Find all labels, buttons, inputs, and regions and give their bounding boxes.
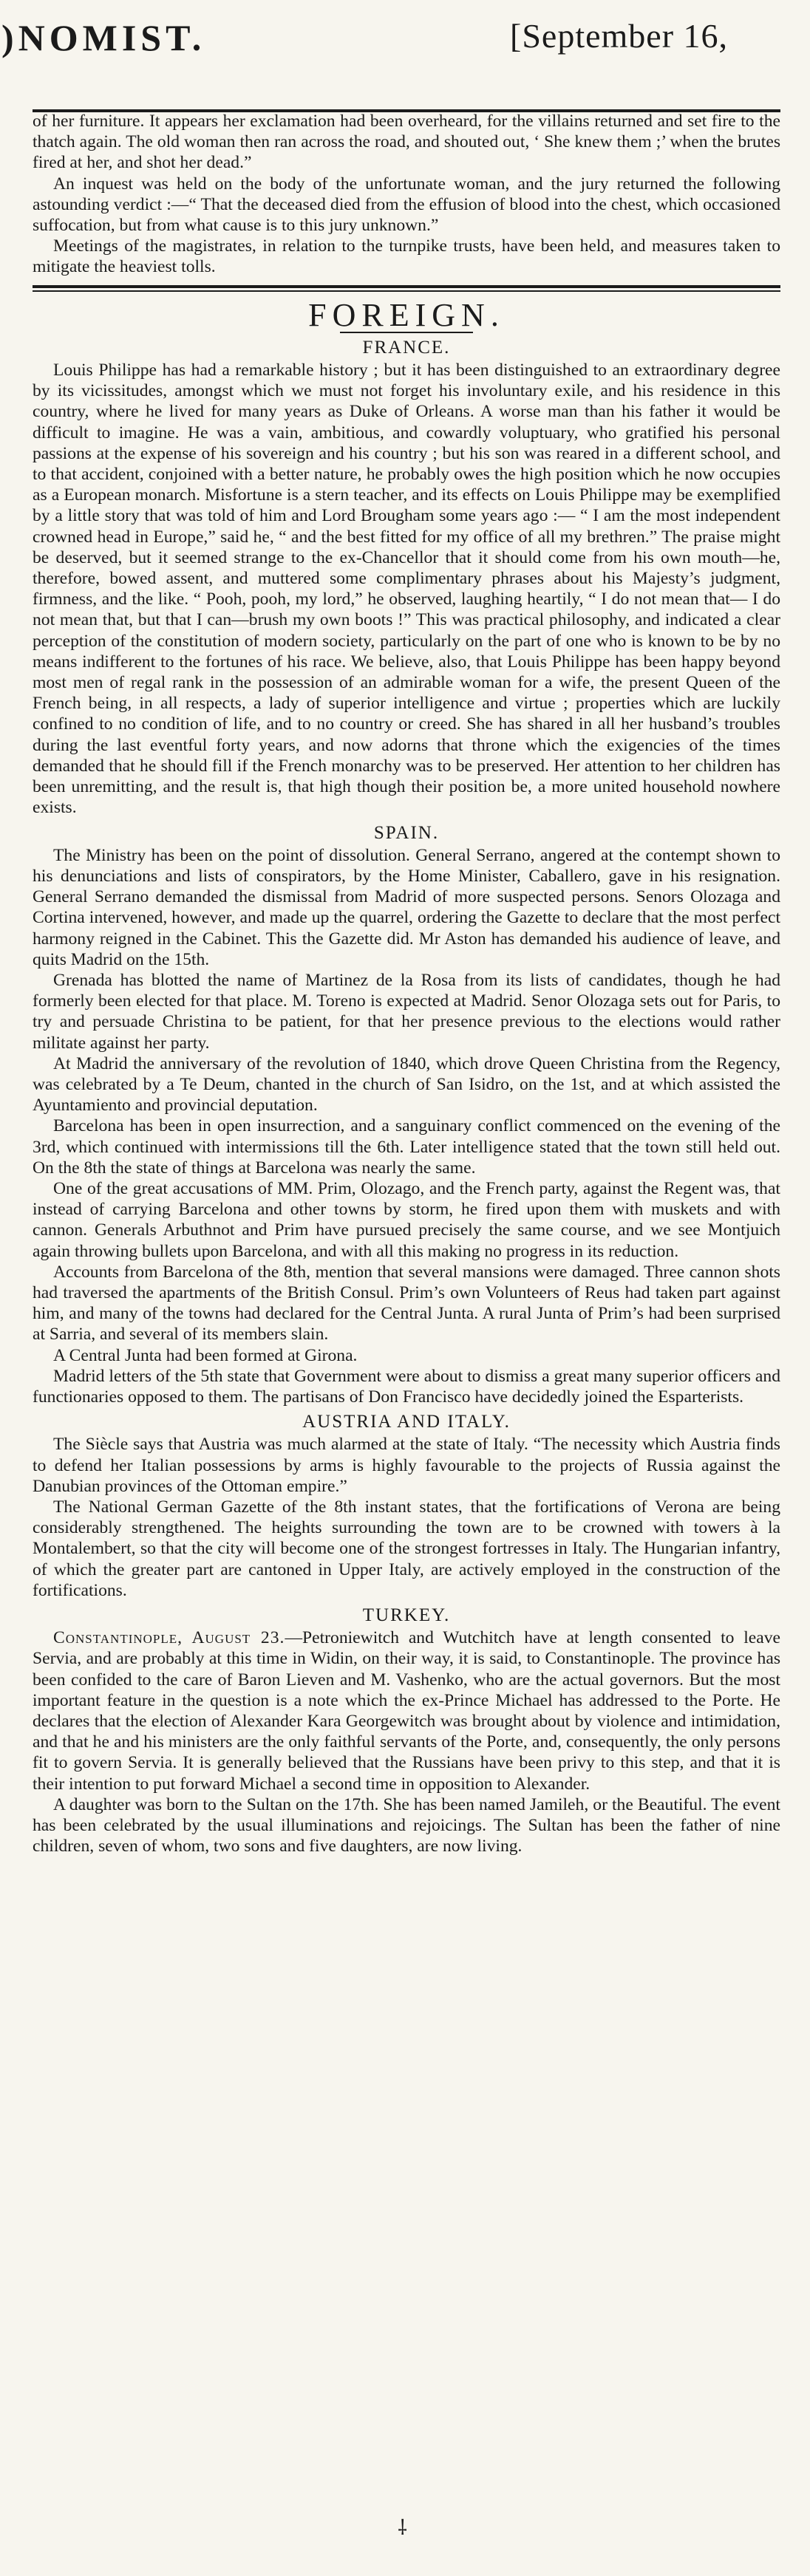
heading-turkey: TURKEY. (362, 1605, 451, 1626)
austria-paragraph: The National German Gazette of the 8th instant states, that the fortifications of Verona are being considerably strengthened. The heights surrounding the town are to be crowned with towers à la Montalembert, so that the city will become one of the strongest fortresses in Italy. The Hungarian infantry, of which the greater part are cantoned in Upper Italy, are actively employed in the construction of the fortifications. (33, 1497, 780, 1600)
intro-paragraph: Meetings of the magistrates, in relation to the turnpike trusts, have been held, and measures taken to mitigate the heaviest tolls. (33, 236, 780, 277)
heading-spain: SPAIN. (373, 822, 440, 843)
page-header (0, 0, 810, 68)
section-title-foreign: FOREIGN. (308, 296, 505, 333)
spain-paragraph: Madrid letters of the 5th state that Government were about to dismiss a great many superior officers and functionaries opposed to them. The partisans of Don Francisco have decidedly joined the Esparterists. (33, 1366, 780, 1407)
section-rule-double (33, 290, 780, 292)
turkey-paragraph: A daughter was born to the Sultan on the 17th. She has been named Jamileh, or the Beautiful. The event has been celebrated by the usual illuminations and rejoicings. The Sultan has been the father of nine children, seven of whom, two sons and five daughters, are now living. (33, 1794, 780, 1856)
issue-date: [September 16, (510, 17, 729, 55)
spain-paragraph: Accounts from Barcelona of the 8th, mention that several mansions were damaged. Three cannon shots had traversed the apartments of the British Consul. Prim’s own Volunteers of Reus had taken part against him, and many of the towns had declared for the Central Junta. A rural Junta of Prim’s had been surprised at Sarria, and several of its members slain. (33, 1262, 780, 1345)
turkey-dateline: Constantinople, August 23. (53, 1628, 285, 1648)
intro-paragraph: An inquest was held on the body of the unfortunate woman, and the jury returned the following astounding verdict :—“ That the deceased died from the effusion of blood into the chest, which occasioned suffocation, but from what cause is to this jury unknown.” (33, 174, 780, 236)
spain-paragraph: A Central Junta had been formed at Girona. (53, 1345, 358, 1365)
turkey-paragraph-body: —Petroniewitch and Wutchitch have at length consented to leave Servia, and are probably at this time in Widin, on their way, it is said, to Constantinople. The province has been confided to the care of Baron Lieven and M. Vashenko, who are the actual governors. But the most important feature in the question is a note which the ex-Prince Michael has addressed to the Porte. He declares that the election of Alexander Kara Georgewitch was brought about by violence and intimidation, and that he and his ministers are the only faithful servants of the Porte, and, consequently, the only persons fit to govern Servia. It is generally believed that the Russians have been privy to this step, and that it is their intention to put forward Michael a second time in opposition to Alexander. (33, 1628, 780, 1794)
austria-paragraph: The Siècle says that Austria was much alarmed at the state of Italy. “The necessity which Austria finds to defend her Italian possessions by arms is highly favourable to the projects of Russia against the Danubian provinces of the Ottoman empire.” (33, 1435, 780, 1496)
intro-paragraph: of her furniture. It appears her exclamation had been overheard, for the villains returned and set fire to the thatch again. The old woman then ran across the road, and shouted out, ‘ She knew them ;’ when the brutes fired at her, and shot her dead.” (33, 112, 780, 173)
text-column (33, 111, 780, 1856)
spain-paragraph: Grenada has blotted the name of Martinez de la Rosa from its lists of candidates, though he had formerly been elected for that place. M. Toreno is expected at Madrid. Senor Olozaga sets out for Paris, to try and persuade Christina to be patient, for that her presence previous to the elections would rather militate against her party. (33, 970, 780, 1053)
spain-paragraph: At Madrid the anniversary of the revolution of 1840, which drove Queen Christina from the Regency, was celebrated by a Te Deum, chanted in the church of San Isidro, on the 1st, and at which assisted the Ayuntamiento and provincial deputation. (33, 1053, 780, 1116)
spain-paragraph: One of the great accusations of MM. Prim, Olozago, and the French party, against the Regent was, that instead of carrying Barcelona and other towns by storm, he fired upon them with muskets and with cannon. Generals Arbuthnot and Prim have pursued precisely the same course, and we see Montjuich again throwing bullets upon Barcelona, and with all this making no progress in its reduction. (33, 1178, 780, 1261)
turkey-paragraph-1 (33, 1627, 780, 1794)
footer-mark: ⸸ (398, 2517, 408, 2540)
spain-paragraph: The Ministry has been on the point of dissolution. General Serrano, angered at the contempt shown to his denunciations and lists of conspirators, by the Home Minister, Caballero, gave in his resignation. General Serrano demanded the dismissal from Madrid of more suspected persons. Senors Olozaga and Cortina intervened, however, and made up the quarrel, ordering the Gazette to declare that the most perfect harmony reigned in the Cabinet. This the Gazette did. Mr Aston has demanded his audience of leave, and quits Madrid on the 15th. (33, 845, 780, 969)
masthead-title: )NOMIST. (1, 17, 206, 58)
france-paragraph: Louis Philippe has had a remarkable history ; but it has been distinguished to an extraordinary degree by its vicissitudes, amongst which we must not forget his involuntary exile, and his residence in this country, where he lived for many years as Duke of Orleans. A worse man than his father it would be difficult to imagine. He was a vain, ambitious, and cowardly voluptuary, who gratified his personal passions at the expense of his sovereign and his country ; but his son was reared in a different school, and to that accident, conjoined with a better nature, he probably owes the high position which he now occupies as a European monarch. Misfortune is a stern teacher, and its effects on Louis Philippe may be exemplified by a little story that was told of him and Lord Brougham some years ago :— “ I am the most independent crowned head in Europe,” said he, “ and the best fitted for my office of all my brethren.” The praise might be deserved, but it seemed strange to the ex-Chancellor that it should come from his own mouth—he, therefore, bowed assent, and muttered some complimentary phrases about his Majesty’s judgment, firmness, and the like. “ Pooh, pooh, my lord,” he observed, laughing heartily, “ I do not mean that— I do not mean that, but that I can—brush my own boots !” This was practical philosophy, and indicated a clear perception of the constitution of modern society, particularly on the part of one who is known to be by no means indifferent to the fortunes of his race. We believe, also, that Louis Philippe has been happy beyond most men of regal rank in the possession of an admirable woman for a wife, the present Queen of the French being, in all respects, a lady of superior intelligence and virtue ; properties which are luckily confined to no condition of life, and to no country or creed. She has shared in all her husband’s troubles during the last eventful forty years, and now adorns that throne which the exigencies of the times demanded that he should fill if the French monarchy was to be preserved. Her attention to her children has been unremitting, and the result is, that high though their position be, a more united household nowhere exists. (33, 361, 780, 818)
heading-austria-italy: AUSTRIA AND ITALY. (302, 1412, 511, 1432)
heading-france: FRANCE. (362, 337, 451, 358)
spain-paragraph: Barcelona has been in open insurrection, and a sanguinary conflict commenced on the evening of the 3rd, which continued with intermissions till the 6th. Later intelligence stated that the town still held out. On the 8th the state of things at Barcelona was nearly the same. (33, 1116, 780, 1178)
